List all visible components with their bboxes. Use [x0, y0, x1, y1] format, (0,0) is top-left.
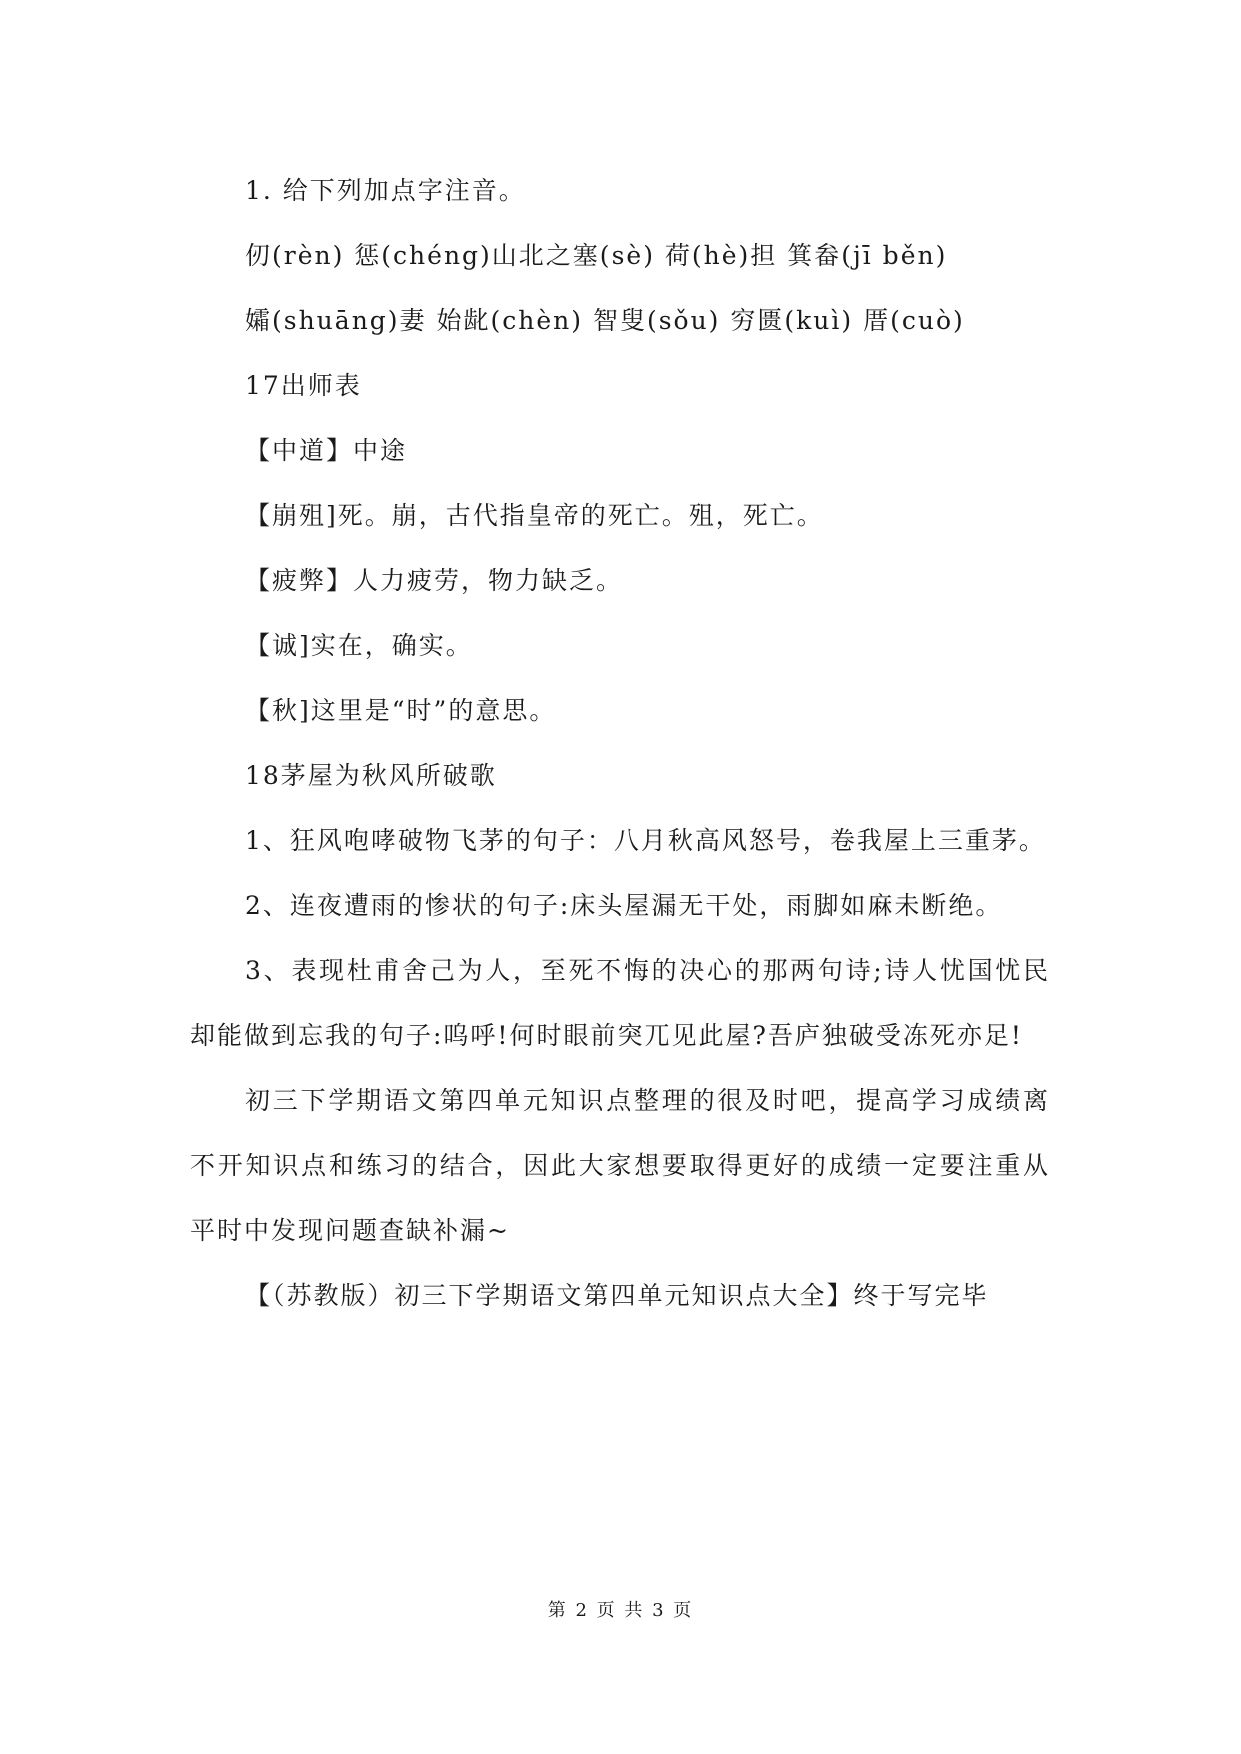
definition-zhongdao: 【中道】中途 — [245, 436, 408, 465]
pinyin-paragraph-2: 孀(shuāng)妻 始龀(chèn) 智叟(sǒu) 穷匮(kuì) 厝(cuò) — [245, 306, 965, 335]
document-body — [190, 158, 1050, 1328]
section-heading-18: 18茅屋为秋风所破歌 — [245, 761, 497, 790]
instruction-paragraph: 1. 给下列加点字注音。 — [245, 176, 526, 205]
section-heading-17: 17出师表 — [245, 371, 362, 400]
closing-paragraph: 初三下学期语文第四单元知识点整理的很及时吧，提高学习成绩离不开知识点和练习的结合，因此大家想要取得更好的成绩一定要注重从平时中发现问题查缺补漏~ — [190, 1086, 1050, 1245]
definition-cheng: 【诚]实在，确实。 — [245, 631, 473, 660]
poem-point-2: 2、连夜遭雨的惨状的句子:床头屋漏无干处，雨脚如麻未断绝。 — [245, 891, 1003, 920]
page-number-footer: 第 2 页 共 3 页 — [547, 1600, 694, 1621]
pinyin-paragraph-1: 仞(rèn) 惩(chéng)山北之塞(sè) 荷(hè)担 箕畚(jī běn) — [245, 241, 948, 270]
final-paragraph: 【（苏教版）初三下学期语文第四单元知识点大全】终于写完毕 — [245, 1281, 989, 1310]
definition-qiu: 【秋]这里是“时”的意思。 — [245, 696, 557, 725]
definition-bengcu: 【崩殂]死。崩，古代指皇帝的死亡。殂，死亡。 — [245, 501, 824, 530]
poem-point-3: 3、表现杜甫舍己为人，至死不悔的决心的那两句诗;诗人忧国忧民却能做到忘我的句子:呜呼!何时眼前突兀见此屋?吾庐独破受冻死亦足! — [190, 956, 1050, 1050]
poem-point-1: 1、狂风咆哮破物飞茅的句子：八月秋高风怒号，卷我屋上三重茅。 — [245, 826, 1046, 855]
definition-pibi: 【疲弊】人力疲劳，物力缺乏。 — [245, 566, 624, 595]
